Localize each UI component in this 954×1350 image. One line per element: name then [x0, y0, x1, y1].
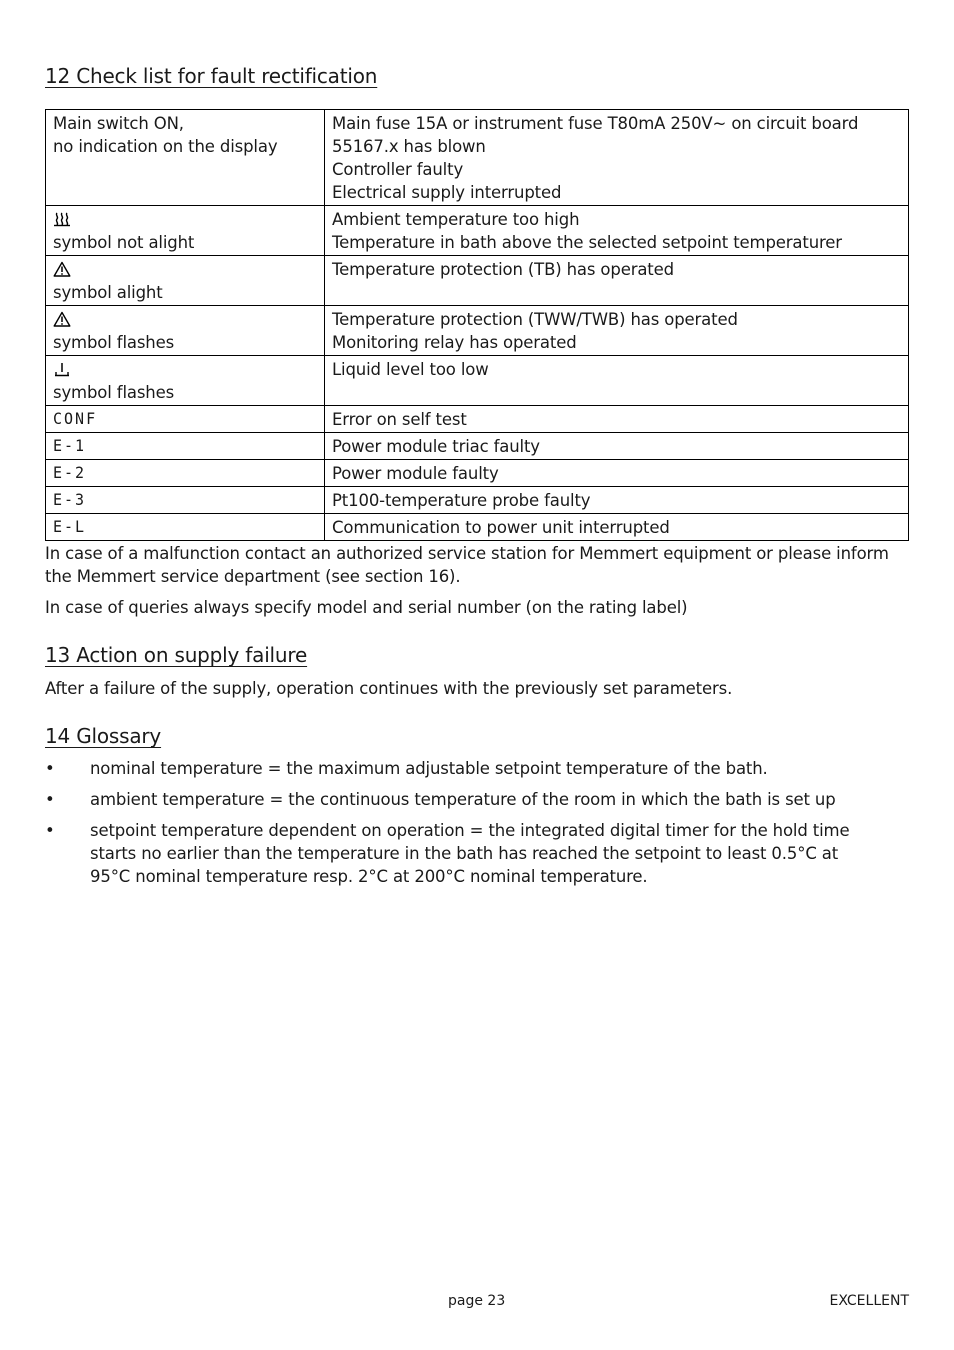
fault-cause-text: Monitoring relay has operated	[332, 333, 577, 352]
bullet-marker: •	[45, 821, 55, 840]
supply-failure-text: After a failure of the supply, operation continues with the previously set parameters.	[45, 679, 733, 698]
heating-symbol-icon	[53, 208, 318, 231]
bullet-marker: •	[45, 790, 55, 809]
section-14-title: 14 Glossary	[45, 724, 162, 748]
fault-symptom-text: symbol flashes	[53, 333, 175, 352]
fault-symptom-text: symbol flashes	[53, 383, 175, 402]
fault-cause-text: Pt100-temperature probe faulty	[332, 491, 591, 510]
fault-symptom-cell	[46, 460, 325, 487]
glossary-item	[45, 788, 880, 811]
glossary-item-text: setpoint temperature dependent on operation = the integrated digital timer for the hold time starts no earlier than the temperature in the bath has reached the setpoint to least 0.5°C at 95°C nominal temperature resp. 2°C at 200°C nominal temperature.	[90, 821, 850, 886]
fault-row	[46, 110, 909, 206]
fault-symptom-cell	[46, 406, 325, 433]
display-code: E-L	[53, 517, 87, 537]
display-code: E-3	[53, 490, 87, 510]
fault-cause-cell	[325, 406, 909, 433]
fault-cause-cell	[325, 356, 909, 406]
fault-row	[46, 433, 909, 460]
section-13-title: 13 Action on supply failure	[45, 643, 308, 667]
fault-symptom-cell	[46, 514, 325, 541]
fault-cause-text: Main fuse 15A or instrument fuse T80mA 250V~ on circuit board	[332, 114, 859, 133]
glossary-list	[45, 757, 909, 896]
fault-cause-text: Temperature protection (TB) has operated	[332, 260, 674, 279]
fault-cause-text: Liquid level too low	[332, 360, 489, 379]
fault-cause-text: Temperature in bath above the selected setpoint temperaturer	[332, 233, 842, 252]
fault-cause-cell	[325, 306, 909, 356]
fault-cause-cell	[325, 256, 909, 306]
fault-cause-text: Power module faulty	[332, 464, 499, 483]
fault-row	[46, 514, 909, 541]
fault-row	[46, 460, 909, 487]
warning-triangle-icon	[53, 308, 318, 331]
fault-symptom-text: no indication on the display	[53, 137, 278, 156]
fault-symptom-text: Main switch ON,	[53, 114, 184, 133]
glossary-item	[45, 819, 880, 888]
bullet-marker: •	[45, 759, 55, 778]
fault-cause-text: Electrical supply interrupted	[332, 183, 562, 202]
fault-cause-cell	[325, 110, 909, 206]
section-12-title: 12 Check list for fault rectification	[45, 64, 378, 88]
fault-row	[46, 256, 909, 306]
fault-row	[46, 206, 909, 256]
fault-symptom-text: symbol alight	[53, 283, 163, 302]
product-name: EXCELLENT	[829, 1293, 909, 1309]
fault-cause-cell	[325, 433, 909, 460]
fault-symptom-cell	[46, 256, 325, 306]
fault-cause-text: 55167.x has blown	[332, 137, 486, 156]
fault-symptom-cell	[46, 206, 325, 256]
liquid-level-icon	[53, 358, 318, 381]
fault-row	[46, 306, 909, 356]
display-code: E-2	[53, 463, 87, 483]
fault-symptom-cell	[46, 356, 325, 406]
glossary-item-text: ambient temperature = the continuous temperature of the room in which the bath is set up	[90, 790, 836, 809]
fault-cause-cell	[325, 460, 909, 487]
fault-symptom-cell	[46, 487, 325, 514]
glossary-item-text: nominal temperature = the maximum adjustable setpoint temperature of the bath.	[90, 759, 768, 778]
page-number: page 23	[448, 1293, 506, 1309]
fault-checklist-table	[45, 109, 909, 541]
fault-cause-text: Temperature protection (TWW/TWB) has operated	[332, 310, 738, 329]
fault-cause-cell	[325, 487, 909, 514]
queries-note: In case of queries always specify model and serial number (on the rating label)	[45, 598, 688, 617]
warning-triangle-icon	[53, 258, 318, 281]
display-code: CONF	[53, 409, 98, 429]
fault-cause-text: Controller faulty	[332, 160, 464, 179]
fault-cause-text: Ambient temperature too high	[332, 210, 580, 229]
fault-symptom-cell	[46, 433, 325, 460]
display-code: E-1	[53, 436, 87, 456]
fault-row	[46, 356, 909, 406]
malfunction-note: In case of a malfunction contact an authorized service station for Memmert equipment or please inform the Memmert service department (see section 16).	[45, 544, 889, 586]
fault-row	[46, 487, 909, 514]
fault-row	[46, 406, 909, 433]
glossary-item	[45, 757, 880, 780]
fault-symptom-text: symbol not alight	[53, 233, 195, 252]
fault-cause-text: Error on self test	[332, 410, 467, 429]
fault-symptom-cell	[46, 110, 325, 206]
fault-cause-cell	[325, 206, 909, 256]
fault-cause-text: Power module triac faulty	[332, 437, 540, 456]
fault-cause-cell	[325, 514, 909, 541]
fault-cause-text: Communication to power unit interrupted	[332, 518, 670, 537]
fault-symptom-cell	[46, 306, 325, 356]
